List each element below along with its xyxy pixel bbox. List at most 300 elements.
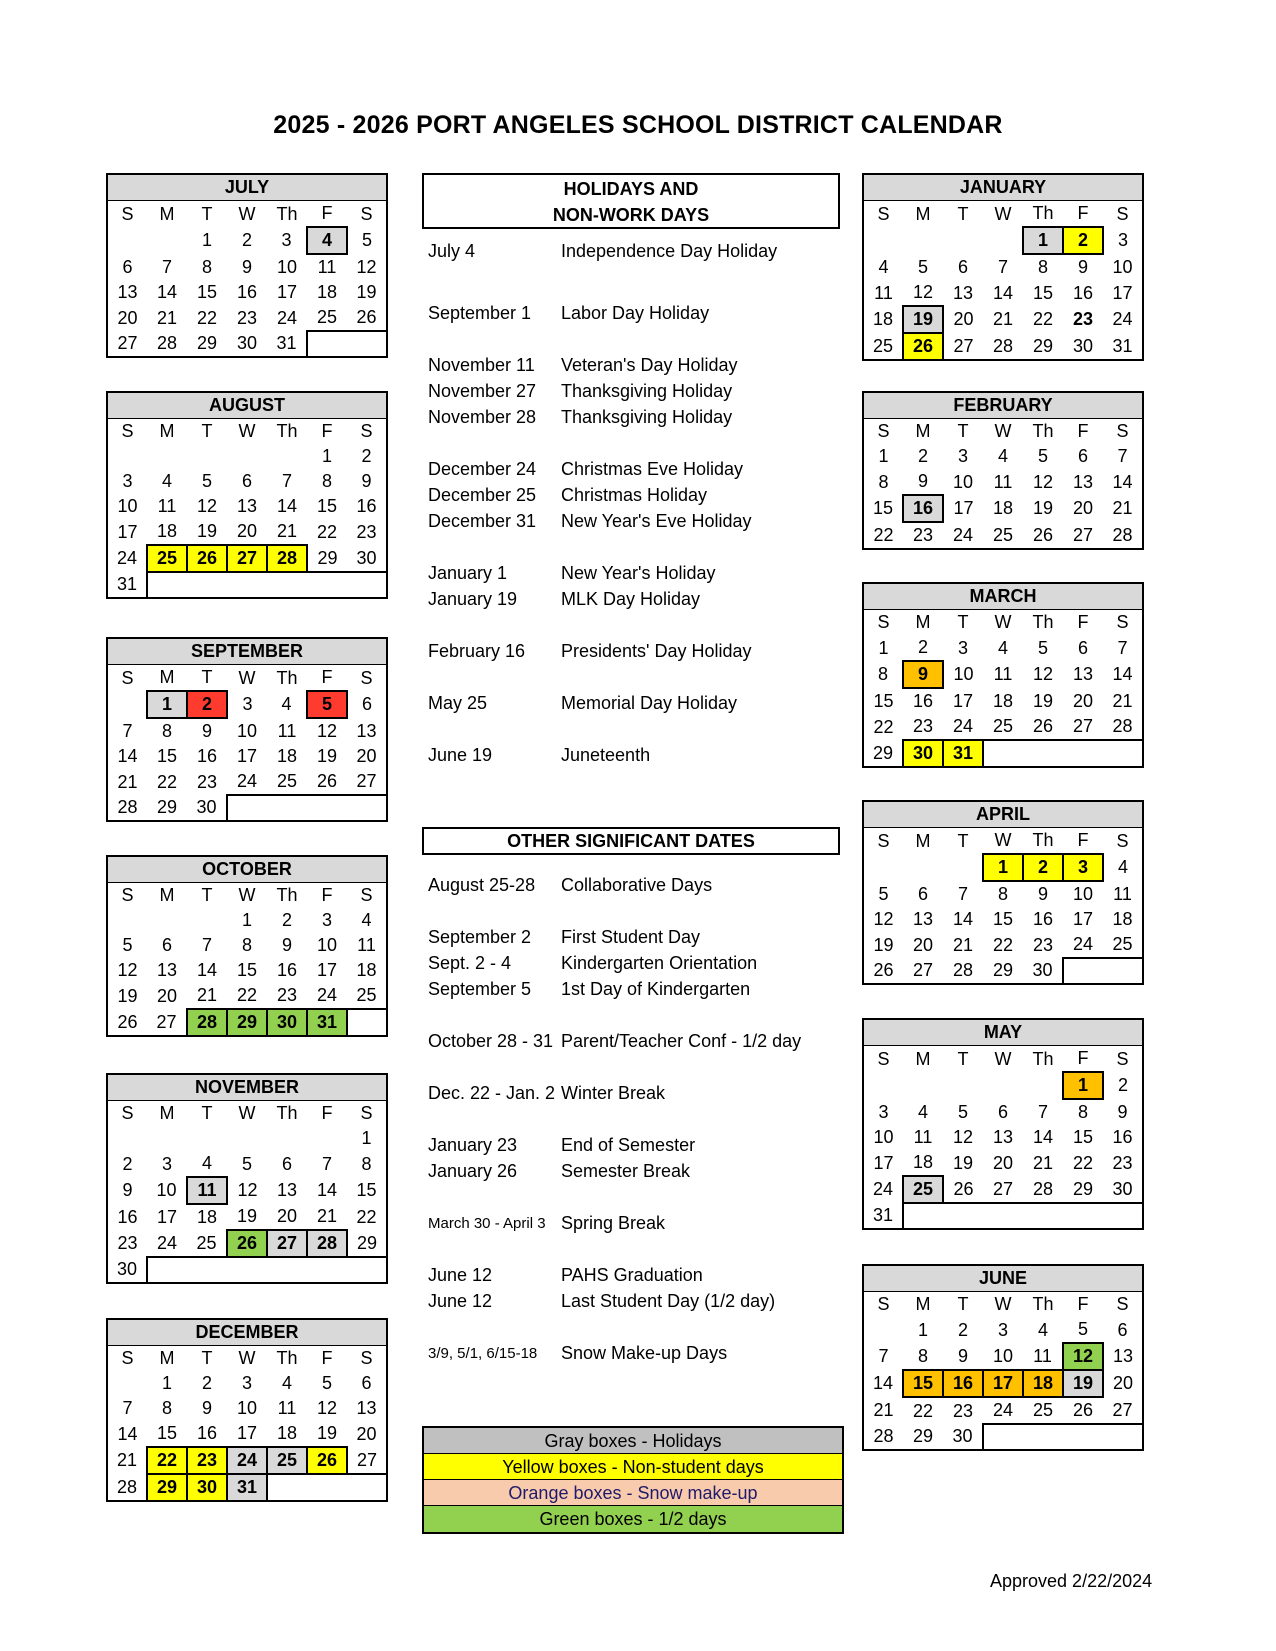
day-cell: 5: [122, 935, 133, 955]
empty-cell: [107, 227, 147, 254]
day-cell: 14: [952, 909, 974, 929]
day-cell: 6: [122, 256, 133, 277]
weekday-header: M: [915, 1294, 931, 1314]
weekday-header: W: [238, 1103, 256, 1123]
empty-cell: [147, 572, 187, 598]
month-september: [106, 637, 388, 822]
weekday-header: Th: [276, 1348, 298, 1368]
other-date: September 2: [428, 927, 532, 947]
day-cell: 1: [878, 637, 889, 658]
day-cell: 20: [236, 521, 258, 541]
day-cell: 16: [903, 495, 943, 522]
day-cell: 3: [957, 446, 968, 466]
weekday-header: F: [1077, 612, 1089, 632]
holiday-date: November 28: [428, 407, 537, 427]
day-cell: 27: [356, 771, 377, 791]
day-cell: 2: [1063, 227, 1103, 254]
weekday-header: S: [360, 1103, 373, 1123]
holiday-name: Labor Day Holiday: [561, 303, 710, 323]
weekday-header: F: [1077, 1294, 1089, 1314]
day-cell: 21: [873, 1400, 894, 1420]
day-cell: 18: [872, 309, 894, 329]
empty-cell: [187, 908, 227, 933]
day-cell: 19: [236, 1206, 258, 1226]
day-cell: 6: [997, 1101, 1008, 1122]
weekday-header: S: [121, 203, 134, 224]
weekday-header: S: [121, 885, 134, 905]
day-cell: 10: [1072, 884, 1094, 904]
month-may: [862, 1018, 1144, 1230]
day-cell: 11: [317, 257, 337, 277]
day-cell: 17: [1112, 282, 1133, 303]
day-cell: 5: [878, 883, 889, 904]
day-cell: 18: [156, 521, 178, 541]
day-cell: 17: [983, 1370, 1023, 1397]
day-cell: 13: [236, 496, 258, 516]
month-name: SEPTEMBER: [107, 638, 387, 665]
day-cell: 17: [952, 690, 974, 711]
day-cell: 4: [161, 471, 172, 491]
weekday-header: W: [238, 421, 256, 441]
holiday-name: Thanksgiving Holiday: [561, 381, 733, 401]
day-cell: 9: [1117, 1101, 1128, 1122]
weekday-header: M: [159, 203, 175, 224]
day-cell: 5: [307, 691, 347, 718]
empty-cell: [107, 1126, 147, 1151]
weekday-header: S: [121, 667, 134, 688]
empty-cell: [1103, 1203, 1143, 1229]
color-legend: [422, 1426, 844, 1534]
holiday-date: July 4: [428, 241, 476, 261]
weekday-header: T: [957, 1294, 969, 1314]
other-date-name: End of Semester: [561, 1135, 696, 1155]
day-cell: 9: [957, 1345, 968, 1366]
empty-cell: [147, 444, 187, 469]
day-cell: 1: [1023, 227, 1063, 254]
other-date-name: Kindergarten Orientation: [561, 953, 758, 973]
day-cell: 26: [227, 1230, 267, 1257]
day-cell: 1: [161, 1373, 172, 1393]
day-cell: 15: [1072, 1127, 1094, 1147]
day-cell: 13: [1112, 1346, 1134, 1366]
day-cell: 24: [156, 1232, 178, 1253]
empty-cell: [983, 1072, 1023, 1099]
day-cell: 21: [316, 1206, 338, 1226]
day-cell: 24: [952, 524, 974, 545]
day-cell: 4: [997, 637, 1008, 658]
empty-cell: [347, 1257, 387, 1283]
day-cell: 29: [317, 547, 338, 568]
day-cell: 27: [953, 335, 974, 356]
holidays-header-line1: HOLIDAYS AND: [563, 179, 699, 199]
day-cell: 13: [952, 282, 974, 303]
day-cell: 25: [267, 1447, 307, 1474]
day-cell: 4: [281, 1373, 292, 1393]
day-cell: 7: [122, 1398, 133, 1418]
day-cell: 23: [196, 771, 218, 792]
day-cell: 8: [997, 884, 1008, 904]
day-cell: 12: [912, 282, 934, 302]
month-name: AUGUST: [107, 392, 387, 419]
day-cell: 21: [116, 1450, 138, 1470]
day-cell: 22: [992, 934, 1014, 955]
day-cell: 14: [1112, 664, 1133, 684]
empty-cell: [267, 1126, 307, 1151]
day-cell: 6: [361, 694, 372, 714]
weekday-header: F: [1077, 1048, 1089, 1068]
day-cell: 12: [952, 1127, 974, 1147]
day-cell: 31: [943, 740, 983, 767]
empty-cell: [227, 795, 267, 821]
weekday-header: T: [201, 1348, 213, 1368]
day-cell: 2: [281, 910, 292, 930]
weekday-header: M: [915, 612, 931, 632]
day-cell: 3: [161, 1153, 172, 1174]
day-cell: 16: [196, 746, 218, 766]
day-cell: 3: [997, 1319, 1008, 1340]
weekday-header: M: [159, 667, 175, 687]
month-october: [106, 855, 388, 1037]
day-cell: 11: [357, 935, 376, 955]
day-cell: 13: [992, 1127, 1014, 1147]
day-cell: 21: [1032, 1152, 1054, 1173]
day-cell: 4: [878, 256, 889, 277]
day-cell: 17: [236, 746, 258, 766]
day-cell: 24: [276, 307, 298, 328]
day-cell: 22: [1072, 1152, 1094, 1173]
day-cell: 28: [952, 960, 974, 980]
day-cell: 11: [993, 471, 1013, 492]
day-cell: 15: [1032, 282, 1054, 303]
weekday-header: W: [994, 612, 1012, 632]
weekday-header: W: [994, 203, 1012, 224]
weekday-header: F: [1077, 421, 1089, 441]
day-cell: 23: [187, 1447, 227, 1474]
day-cell: 20: [1112, 1373, 1134, 1393]
day-cell: 21: [952, 934, 974, 955]
empty-cell: [107, 444, 147, 469]
day-cell: 10: [953, 664, 974, 684]
day-cell: 25: [276, 771, 298, 791]
month-name: MAY: [863, 1019, 1143, 1046]
day-cell: 2: [361, 446, 372, 466]
day-cell: 23: [912, 525, 934, 545]
day-cell: 19: [316, 746, 338, 766]
day-cell: 31: [872, 1205, 894, 1225]
day-cell: 3: [242, 694, 253, 714]
day-cell: 9: [1077, 257, 1088, 277]
empty-cell: [307, 1257, 347, 1283]
day-cell: 8: [321, 471, 332, 491]
day-cell: 4: [917, 1101, 928, 1122]
day-cell: 24: [316, 985, 338, 1005]
other-date: August 25-28: [428, 875, 536, 895]
day-cell: 29: [1072, 1178, 1094, 1199]
month-december: [106, 1318, 388, 1502]
day-cell: 26: [117, 1011, 138, 1032]
other-date: June 12: [428, 1265, 493, 1285]
weekday-header: F: [1077, 830, 1089, 850]
day-cell: 12: [237, 1180, 258, 1200]
day-cell: 18: [276, 746, 298, 766]
day-cell: 8: [161, 721, 172, 741]
day-cell: 6: [241, 471, 252, 491]
day-cell: 30: [1072, 335, 1094, 356]
day-cell: 9: [917, 471, 928, 491]
empty-cell: [267, 444, 307, 469]
day-cell: 10: [992, 1345, 1014, 1366]
day-cell: 18: [1112, 909, 1133, 929]
day-cell: 11: [1033, 1345, 1052, 1366]
day-cell: 6: [361, 1373, 372, 1393]
day-cell: 15: [156, 1423, 178, 1443]
day-cell: 5: [241, 1153, 252, 1174]
day-cell: 7: [1117, 446, 1128, 466]
day-cell: 11: [187, 1177, 227, 1204]
weekday-header: M: [159, 1348, 175, 1368]
weekday-header: S: [360, 667, 373, 688]
month-april: [862, 800, 1144, 985]
day-cell: 31: [276, 333, 297, 353]
day-cell: 20: [356, 746, 377, 766]
day-cell: 22: [1032, 309, 1054, 329]
page-title: 2025 - 2026 PORT ANGELES SCHOOL DISTRICT CALENDAR: [273, 111, 1003, 139]
day-cell: 22: [236, 985, 258, 1005]
weekday-header: F: [1077, 203, 1089, 223]
day-cell: 17: [276, 282, 298, 302]
weekday-header: T: [957, 1048, 969, 1069]
day-cell: 7: [201, 935, 212, 955]
day-cell: 15: [872, 498, 894, 518]
day-cell: 29: [356, 1232, 378, 1253]
legend-gray: Gray boxes - Holidays: [424, 1428, 842, 1454]
empty-cell: [347, 331, 387, 357]
day-cell: 9: [1037, 884, 1048, 904]
empty-cell: [1103, 1424, 1143, 1450]
day-cell: 9: [903, 661, 943, 688]
weekday-header: Th: [276, 1103, 298, 1123]
day-cell: 3: [957, 637, 968, 658]
day-cell: 29: [147, 1474, 187, 1501]
day-cell: 7: [878, 1346, 889, 1366]
day-cell: 14: [156, 282, 178, 302]
empty-cell: [347, 1009, 387, 1036]
other-dates-header: OTHER SIGNIFICANT DATES: [422, 827, 840, 855]
empty-cell: [903, 227, 943, 254]
day-cell: 24: [952, 716, 974, 736]
holiday-name: Christmas Eve Holiday: [561, 459, 744, 479]
other-date: September 5: [428, 979, 532, 999]
day-cell: 17: [316, 960, 338, 980]
day-cell: 30: [903, 740, 943, 767]
day-cell: 7: [957, 883, 968, 904]
empty-cell: [307, 331, 347, 357]
holiday-name: New Year's Eve Holiday: [561, 511, 752, 531]
day-cell: 8: [877, 664, 888, 684]
day-cell: 20: [117, 307, 138, 328]
empty-cell: [187, 1257, 227, 1283]
day-cell: 19: [903, 306, 943, 333]
day-cell: 16: [943, 1370, 983, 1397]
day-cell: 21: [117, 771, 138, 792]
day-cell: 20: [1072, 690, 1094, 711]
day-cell: 17: [1072, 909, 1094, 929]
holiday-name: Independence Day Holiday: [561, 241, 778, 261]
day-cell: 3: [241, 1373, 252, 1393]
day-cell: 18: [992, 690, 1014, 711]
day-cell: 18: [196, 1207, 218, 1227]
holiday-date: January 1: [428, 563, 508, 583]
day-cell: 26: [356, 307, 377, 327]
day-cell: 22: [912, 1400, 934, 1421]
weekday-header: Th: [1032, 612, 1054, 632]
legend-yellow: Yellow boxes - Non-student days: [424, 1454, 842, 1480]
day-cell: 26: [873, 960, 894, 980]
day-cell: 16: [196, 1423, 218, 1443]
day-cell: 17: [953, 498, 974, 518]
day-cell: 14: [117, 746, 138, 766]
empty-cell: [267, 1474, 307, 1501]
day-cell: 3: [321, 910, 332, 930]
day-cell: 20: [953, 309, 974, 329]
empty-cell: [267, 1257, 307, 1283]
day-cell: 15: [316, 496, 338, 516]
day-cell: 26: [316, 771, 338, 791]
day-cell: 4: [361, 910, 372, 930]
other-date: Dec. 22 - Jan. 2: [428, 1083, 556, 1103]
day-cell: 13: [117, 282, 138, 302]
day-cell: 10: [117, 496, 138, 516]
day-cell: 9: [201, 1398, 212, 1418]
weekday-header: Th: [276, 885, 298, 905]
day-cell: 4: [1037, 1319, 1048, 1340]
month-name: JULY: [107, 174, 387, 201]
day-cell: 21: [1112, 690, 1133, 711]
day-cell: 7: [161, 256, 172, 277]
day-cell: 12: [1032, 471, 1054, 492]
day-cell: 2: [187, 691, 227, 718]
weekday-header: S: [1116, 203, 1129, 224]
weekday-header: W: [238, 203, 256, 224]
day-cell: 20: [992, 1152, 1014, 1173]
day-cell: 19: [117, 985, 138, 1006]
day-cell: 4: [281, 694, 292, 714]
day-cell: 5: [201, 471, 212, 491]
empty-cell: [1023, 1203, 1063, 1229]
day-cell: 12: [873, 909, 894, 929]
day-cell: 1: [147, 691, 187, 718]
day-cell: 30: [116, 1259, 138, 1279]
day-cell: 10: [236, 720, 258, 741]
day-cell: 15: [196, 282, 218, 302]
day-cell: 28: [307, 1230, 347, 1257]
weekday-header: S: [1116, 421, 1129, 441]
day-cell: 25: [1032, 1400, 1054, 1420]
day-cell: 11: [277, 720, 297, 741]
day-cell: 4: [997, 446, 1008, 466]
empty-cell: [903, 1203, 943, 1229]
day-cell: 24: [1112, 309, 1133, 329]
day-cell: 1: [1063, 1072, 1103, 1099]
day-cell: 1: [878, 446, 889, 466]
empty-cell: [903, 1072, 943, 1099]
empty-cell: [347, 1474, 387, 1501]
weekday-header: S: [877, 612, 890, 632]
weekday-header: Th: [276, 667, 298, 688]
day-cell: 15: [873, 690, 894, 711]
other-date: June 12: [428, 1291, 493, 1311]
day-cell: 25: [356, 985, 377, 1005]
day-cell: 20: [156, 985, 178, 1006]
day-cell: 25: [992, 716, 1014, 736]
day-cell: 14: [276, 496, 298, 516]
empty-cell: [227, 572, 267, 598]
day-cell: 22: [196, 307, 218, 328]
day-cell: 22: [873, 524, 894, 545]
empty-cell: [107, 1371, 147, 1396]
day-cell: 21: [156, 307, 178, 328]
day-cell: 25: [1112, 934, 1133, 954]
day-cell: 24: [1072, 934, 1094, 954]
empty-cell: [1023, 1072, 1063, 1099]
day-cell: 22: [316, 521, 338, 542]
weekday-header: S: [877, 421, 890, 441]
empty-cell: [943, 1072, 983, 1099]
day-cell: 6: [1117, 1319, 1128, 1340]
weekday-header: S: [121, 1348, 134, 1368]
day-cell: 9: [241, 256, 252, 277]
day-cell: 29: [992, 960, 1014, 980]
day-cell: 5: [1077, 1319, 1088, 1339]
day-cell: 5: [1037, 446, 1048, 466]
weekday-header: T: [201, 203, 213, 224]
month-name: OCTOBER: [107, 856, 387, 883]
day-cell: 21: [276, 521, 298, 541]
day-cell: 11: [993, 664, 1013, 684]
holiday-date: December 31: [428, 511, 537, 531]
weekday-header: W: [994, 1294, 1012, 1314]
weekday-header: M: [159, 421, 175, 441]
empty-cell: [227, 1257, 267, 1283]
day-cell: 14: [1112, 471, 1133, 492]
day-cell: 23: [1032, 934, 1054, 955]
day-cell: 22: [873, 716, 894, 737]
day-cell: 12: [196, 496, 218, 516]
holiday-date: November 27: [428, 381, 537, 401]
empty-cell: [983, 1424, 1023, 1450]
day-cell: 9: [281, 935, 292, 955]
day-cell: 13: [276, 1180, 298, 1200]
day-cell: 27: [1112, 1399, 1133, 1420]
day-cell: 27: [267, 1230, 307, 1257]
day-cell: 18: [1023, 1370, 1063, 1397]
weekday-header: F: [321, 667, 333, 687]
day-cell: 18: [912, 1152, 934, 1172]
day-cell: 26: [1072, 1400, 1094, 1420]
empty-cell: [903, 854, 943, 881]
day-cell: 5: [917, 256, 928, 277]
day-cell: 3: [281, 230, 292, 250]
holiday-date: January 19: [428, 589, 518, 609]
day-cell: 26: [307, 1447, 347, 1474]
day-cell: 5: [1037, 637, 1048, 658]
weekday-header: S: [121, 1103, 134, 1123]
holiday-name: Juneteenth: [561, 745, 651, 765]
empty-cell: [863, 1317, 903, 1343]
empty-cell: [227, 1126, 267, 1151]
day-cell: 18: [356, 960, 377, 980]
day-cell: 26: [187, 545, 227, 572]
